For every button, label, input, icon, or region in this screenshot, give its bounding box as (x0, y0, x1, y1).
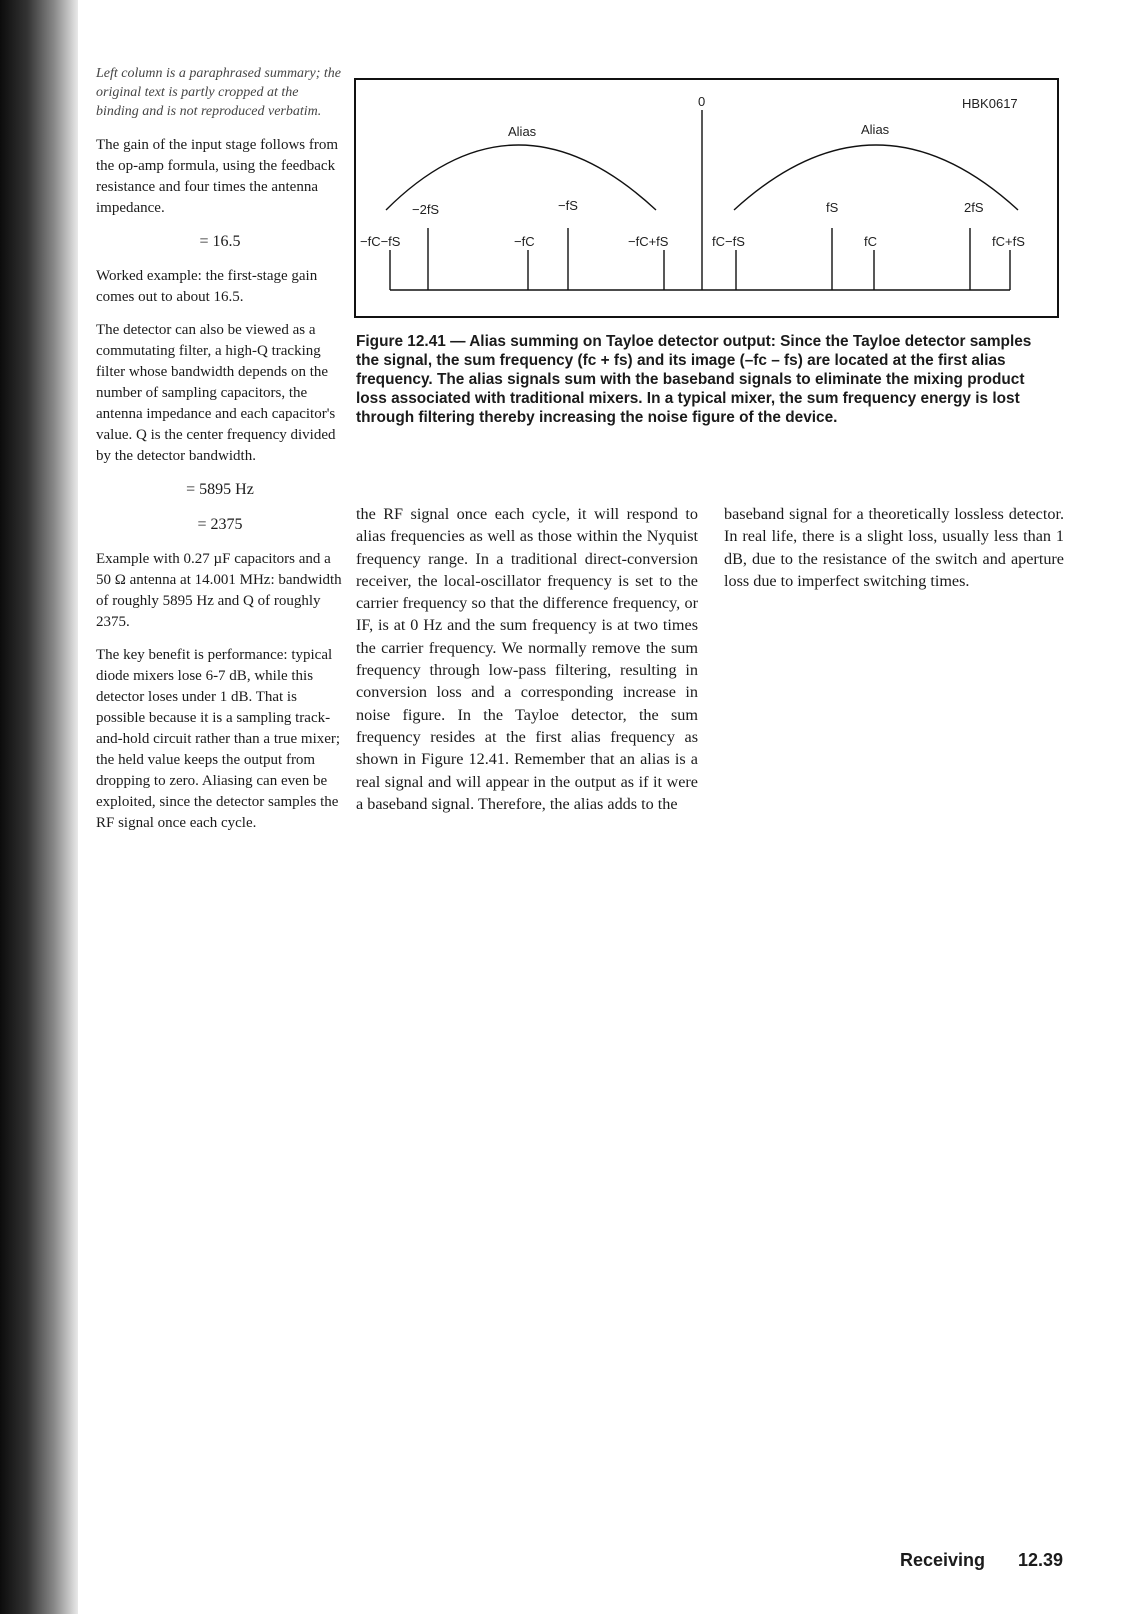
freq-label: −fS (558, 198, 578, 213)
freq-label: −2fS (412, 202, 440, 217)
freq-label: fS (826, 200, 839, 215)
page-number: 12.39 (1018, 1550, 1064, 1570)
alias-diagram (356, 80, 1057, 316)
equation-q: = 2375 (197, 516, 243, 533)
summary-paragraph: The key benefit is performance: typical diode mixers lose 6-7 dB, while this detector loses under 1 dB. That is possible because it is a sampling track-and-hold circuit rather than a true mixer; the held value keeps the output from dropping to zero. Aliasing can even be exploited, since the detector samples the RF signal once each cycle. (96, 647, 341, 831)
equation-bandwidth: = 5895 Hz (186, 481, 254, 498)
equation-gain: = 16.5 (199, 233, 241, 250)
summary-paragraph: Example with 0.27 µF capacitors and a 50 Ω antenna at 14.001 MHz: bandwidth of roughly 5895 Hz and Q of roughly 2375. (96, 551, 342, 630)
freq-label: −fC+fS (628, 234, 669, 249)
summary-paragraph: The gain of the input stage follows from the op-amp formula, using the feedback resistance and four times the antenna impedance. (96, 137, 339, 216)
summary-paragraph: Worked example: the first-stage gain comes out to about 16.5. (96, 268, 318, 305)
figure-caption: Figure 12.41 — Alias summing on Tayloe detector output: Since the Tayloe detector samples the signal, the sum frequency (fc + fs) and its image (–fc – fs) are located at the first alias frequency. The alias signals sum with the baseband signals to eliminate the mixing product loss associated with traditional mixers. In a typical mixer, the sum frequency energy is lost through filtering thereby increasing the noise figure of the device. (356, 333, 1032, 426)
alias-arc-left (386, 145, 656, 210)
freq-label: −fC (514, 234, 535, 249)
alias-label: Alias (508, 124, 537, 139)
alias-figure (354, 78, 1059, 318)
freq-label: fC+fS (992, 234, 1025, 249)
figure-id: HBK0617 (962, 96, 1018, 111)
running-footer-section: Receiving (900, 1550, 986, 1570)
body-text-right: baseband signal for a theoretically lossless detector. In real life, there is a slight loss, usually less than 1 dB, due to the resistance of the switch and aperture loss due to imperfect switching times. (724, 505, 1064, 590)
summary-paragraph: The detector can also be viewed as a commutating filter, a high-Q tracking filter whose bandwidth depends on the number of sampling capacitors, the antenna impedance and each capacitor's value. Q is the center frequency divided by the detector bandwidth. (96, 322, 336, 464)
freq-label: fC−fS (712, 234, 745, 249)
freq-label: −fC−fS (360, 234, 401, 249)
body-text-middle: the RF signal once each cycle, it will respond to alias frequencies as well as those within the Nyquist frequency range. In a traditional direct-conversion receiver, the local-oscillator frequency is set to the carrier frequency so that the difference frequency, or IF, is at 0 Hz and the sum frequency is at two times the carrier frequency. We normally remove the sum frequency through low-pass filtering, resulting in conversion loss and a corresponding increase in noise figure. In the Tayloe detector, the sum frequency resides at the first alias frequency as shown in Figure 12.41. Remember that an alias is a real signal and will appear in the output as if it were a baseband signal. Therefore, the alias adds to the (356, 505, 698, 813)
freq-label: 2fS (964, 200, 984, 215)
paraphrase-notice: Left column is a paraphrased summary; the original text is partly cropped at the binding and is not reproduced verbatim. (96, 66, 341, 119)
left-column-summary (96, 64, 344, 846)
alias-label: Alias (861, 122, 890, 137)
zero-label: 0 (698, 94, 706, 109)
book-binding-shadow (0, 0, 78, 1614)
freq-label: fC (864, 234, 877, 249)
